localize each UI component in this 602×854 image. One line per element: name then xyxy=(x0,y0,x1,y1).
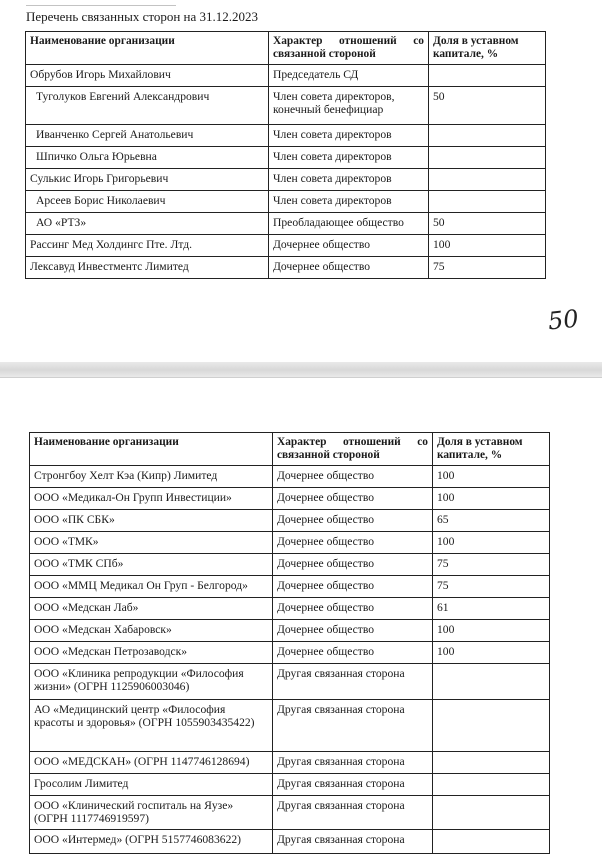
cell-relation-type: Дочернее общество xyxy=(273,642,433,664)
table-row xyxy=(26,213,546,235)
table-row xyxy=(26,65,546,87)
table-body-2 xyxy=(30,466,550,854)
cell-capital-share xyxy=(429,169,546,191)
cell-capital-share xyxy=(433,830,550,854)
cell-capital-share xyxy=(429,147,546,169)
cell-capital-share xyxy=(429,191,546,213)
cell-relation-type: Дочернее общество xyxy=(273,488,433,510)
cell-organization-name: ООО «Клиника репродукции «Философия жизни» (ОГРН 1125906003046) xyxy=(30,664,273,700)
handwritten-page-number: 50 xyxy=(546,304,580,336)
header-relation-type: Характер отношений со связанной стороной xyxy=(269,32,429,65)
table-row xyxy=(30,830,550,854)
page-separator xyxy=(0,362,602,378)
table-row xyxy=(30,642,550,664)
table-row xyxy=(30,796,550,830)
cell-capital-share: 100 xyxy=(429,235,546,257)
cropped-text-line xyxy=(26,0,176,6)
table-row xyxy=(30,576,550,598)
cell-organization-name: АО «РТЗ» xyxy=(26,213,269,235)
cell-relation-type: Другая связанная сторона xyxy=(273,664,433,700)
cell-organization-name: Иванченко Сергей Анатольевич xyxy=(26,125,269,147)
cell-relation-type: Член совета директоров xyxy=(269,147,429,169)
header-relation-type: Характер отношений со связанной стороной xyxy=(273,433,433,466)
cell-relation-type: Дочернее общество xyxy=(273,598,433,620)
table-row xyxy=(30,664,550,700)
cell-relation-type: Дочернее общество xyxy=(273,510,433,532)
cell-organization-name: ООО «ММЦ Медикал Он Груп - Белгород» xyxy=(30,576,273,598)
page-heading: Перечень связанных сторон на 31.12.2023 xyxy=(26,9,259,24)
cell-relation-type: Другая связанная сторона xyxy=(273,700,433,752)
cell-organization-name: ООО «Медскан Хабаровск» xyxy=(30,620,273,642)
cell-organization-name: ООО «ТМК» xyxy=(30,532,273,554)
table-header-row xyxy=(26,32,546,65)
table-header-row xyxy=(30,433,550,466)
cell-organization-name: АО «Медицинский центр «Философия красоты и здоровья» (ОГРН 1055903435422) xyxy=(30,700,273,752)
cell-capital-share xyxy=(433,774,550,796)
cell-relation-type: Член совета директоров, конечный бенефициар xyxy=(269,87,429,125)
table-row xyxy=(26,235,546,257)
cell-capital-share: 100 xyxy=(433,532,550,554)
header-organization-name: Наименование организации xyxy=(30,433,273,466)
cell-capital-share xyxy=(429,65,546,87)
table-row xyxy=(26,169,546,191)
cell-organization-name: Обрубов Игорь Михайлович xyxy=(26,65,269,87)
cell-relation-type: Другая связанная сторона xyxy=(273,830,433,854)
cell-capital-share: 75 xyxy=(429,257,546,279)
cell-organization-name: ООО «Медскан Лаб» xyxy=(30,598,273,620)
cell-capital-share xyxy=(433,664,550,700)
cell-organization-name: Гросолим Лимитед xyxy=(30,774,273,796)
cell-capital-share: 50 xyxy=(429,213,546,235)
cell-relation-type: Дочернее общество xyxy=(273,466,433,488)
cell-organization-name: Сулькис Игорь Григорьевич xyxy=(26,169,269,191)
table-row xyxy=(26,257,546,279)
cell-relation-type: Председатель СД xyxy=(269,65,429,87)
cell-relation-type: Дочернее общество xyxy=(273,620,433,642)
cell-relation-type: Другая связанная сторона xyxy=(273,752,433,774)
table-row xyxy=(26,191,546,213)
cell-organization-name: Арсеев Борис Николаевич xyxy=(26,191,269,213)
cell-capital-share xyxy=(429,125,546,147)
table-row xyxy=(30,488,550,510)
cell-capital-share: 100 xyxy=(433,466,550,488)
cell-relation-type: Другая связанная сторона xyxy=(273,774,433,796)
cell-relation-type: Член совета директоров xyxy=(269,191,429,213)
cell-organization-name: Туголуков Евгений Александрович xyxy=(26,87,269,125)
table-row xyxy=(26,87,546,125)
cell-organization-name: ООО «Клинический госпиталь на Яузе» (ОГРН 1117746919597) xyxy=(30,796,273,830)
related-parties-table-1 xyxy=(25,31,546,279)
table-row xyxy=(30,466,550,488)
cell-organization-name: ООО «Интермед» (ОГРН 5157746083622) xyxy=(30,830,273,854)
cell-relation-type: Член совета директоров xyxy=(269,125,429,147)
table-row xyxy=(30,700,550,752)
cell-capital-share: 100 xyxy=(433,488,550,510)
cell-organization-name: Стронгбоу Хелт Кэа (Кипр) Лимитед xyxy=(30,466,273,488)
table-row xyxy=(30,598,550,620)
table-row xyxy=(30,554,550,576)
cell-organization-name: Лексавуд Инвестментс Лимитед xyxy=(26,257,269,279)
cell-capital-share: 100 xyxy=(433,642,550,664)
cell-capital-share: 65 xyxy=(433,510,550,532)
cell-organization-name: ООО «ТМК СПб» xyxy=(30,554,273,576)
document-page-1 xyxy=(0,0,602,365)
cell-organization-name: ООО «МЕДСКАН» (ОГРН 1147746128694) xyxy=(30,752,273,774)
table-row xyxy=(30,620,550,642)
cell-capital-share: 50 xyxy=(429,87,546,125)
cell-relation-type: Дочернее общество xyxy=(269,257,429,279)
cell-organization-name: Шпичко Ольга Юрьевна xyxy=(26,147,269,169)
table-row xyxy=(26,125,546,147)
cell-relation-type: Дочернее общество xyxy=(273,554,433,576)
cell-relation-type: Другая связанная сторона xyxy=(273,796,433,830)
table-row xyxy=(30,752,550,774)
table-row xyxy=(26,147,546,169)
table-row xyxy=(30,510,550,532)
header-capital-share: Доля в уставном капитале, % xyxy=(433,433,550,466)
cell-relation-type: Дочернее общество xyxy=(273,532,433,554)
cell-capital-share xyxy=(433,752,550,774)
cell-capital-share: 61 xyxy=(433,598,550,620)
cell-capital-share: 75 xyxy=(433,576,550,598)
cell-relation-type: Дочернее общество xyxy=(273,576,433,598)
cell-capital-share xyxy=(433,796,550,830)
cell-organization-name: Рассинг Мед Холдингс Пте. Лтд. xyxy=(26,235,269,257)
header-organization-name: Наименование организации xyxy=(26,32,269,65)
cell-organization-name: ООО «ПК СБК» xyxy=(30,510,273,532)
cell-relation-type: Преобладающее общество xyxy=(269,213,429,235)
table-body-1 xyxy=(26,65,546,279)
cell-capital-share: 75 xyxy=(433,554,550,576)
table-row xyxy=(30,532,550,554)
header-capital-share: Доля в уставном капитале, % xyxy=(429,32,546,65)
cell-relation-type: Член совета директоров xyxy=(269,169,429,191)
cell-capital-share xyxy=(433,700,550,752)
cell-relation-type: Дочернее общество xyxy=(269,235,429,257)
cell-capital-share: 100 xyxy=(433,620,550,642)
cell-organization-name: ООО «Медикал-Он Групп Инвестиции» xyxy=(30,488,273,510)
cell-organization-name: ООО «Медскан Петрозаводск» xyxy=(30,642,273,664)
table-row xyxy=(30,774,550,796)
related-parties-table-2 xyxy=(29,432,550,854)
